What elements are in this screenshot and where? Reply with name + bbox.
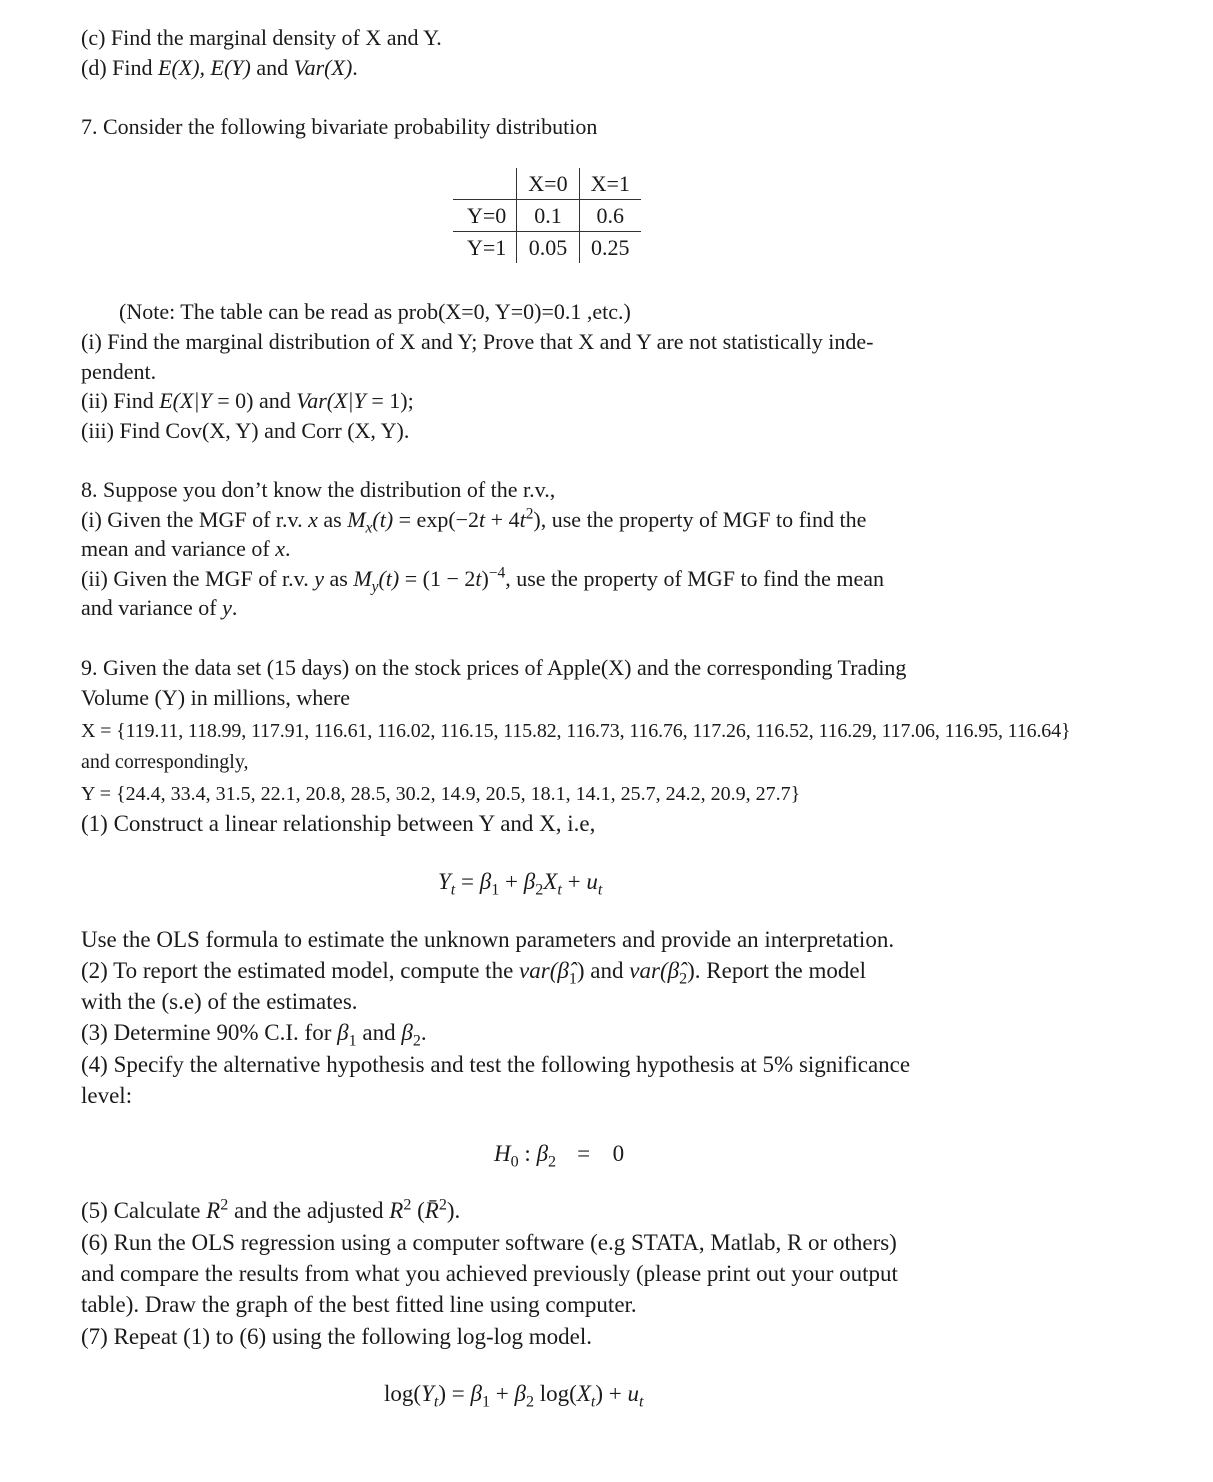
- table-cell: 0.25: [579, 232, 641, 264]
- y-data-set: Y = {24.4, 33.4, 31.5, 22.1, 20.8, 28.5, 30.2, 14.9, 20.5, 18.1, 14.1, 25.7, 24.2, 20.9, 27.7}: [81, 783, 801, 805]
- q8ii-line: (ii) Given the MGF of r.v. y as $M_y(t) = (1 - 2t)^{-4}$, use the property of MGF to find the mean: [81, 564, 885, 596]
- q9-part2: (2) To report the estimated model, compute the $var(\betâ_1)$ and $var(\betâ_2)$. Report the model: [81, 958, 866, 988]
- q9-part4: (4) Specify the alternative hypothesis and test the following hypothesis at 5% significance: [81, 1052, 911, 1077]
- table-row: [453, 200, 641, 232]
- bivariate-table: [453, 168, 641, 263]
- q7i-line-cont: pendent.: [81, 359, 157, 384]
- q7iii-line: (iii) Find Cov(X, Y) and Corr (X, Y).: [81, 418, 410, 443]
- q9-heading: 9. Given the data set (15 days) on the stock prices of Apple(X) and the corresponding Trading: [81, 655, 907, 680]
- linear-model-equation: $Y_t = \beta_1 + \beta_2X_t + u_t$: [438, 869, 603, 899]
- col-header: X=0: [517, 168, 579, 200]
- col-header: X=1: [579, 168, 641, 200]
- table-note: (Note: The table can be read as prob(X=0, Y=0)=0.1 ,etc.): [119, 299, 631, 324]
- q9-part4-cont: level:: [81, 1083, 133, 1108]
- q9-part6-cont1: and compare the results from what you achieved previously (please print out your output: [81, 1261, 898, 1286]
- ols-instruction: Use the OLS formula to estimate the unknown parameters and provide an interpretation.: [81, 927, 895, 952]
- row-header: Y=1: [453, 232, 517, 264]
- hypothesis-equation: $H_0$ : $\beta_2 = 0$: [494, 1141, 625, 1171]
- q9-part6-cont2: table). Draw the graph of the best fitted line using computer.: [81, 1292, 637, 1317]
- q8-heading: 8. Suppose you don’t know the distribution of the r.v.,: [81, 477, 556, 502]
- q6d-line: (d) Find E(X), E(Y) and Var(X).: [81, 55, 358, 80]
- table-row: [453, 232, 641, 264]
- q9-part7: (7) Repeat (1) to (6) using the following log-log model.: [81, 1324, 593, 1349]
- table-cell: 0.1: [517, 200, 579, 232]
- q6c-line: (c) Find the marginal density of X and Y.: [81, 25, 442, 50]
- q9-part3: (3) Determine 90% C.I. for $\beta_1$ and $\beta_2$.: [81, 1020, 427, 1050]
- q8i-line-cont: mean and variance of x.: [81, 536, 291, 561]
- row-header: Y=0: [453, 200, 517, 232]
- q9-heading-cont: Volume (Y) in millions, where: [81, 685, 351, 710]
- q9-part1: (1) Construct a linear relationship between Y and X, i.e,: [81, 811, 596, 836]
- q9-part6: (6) Run the OLS regression using a computer software (e.g STATA, Matlab, R or others): [81, 1230, 897, 1255]
- loglog-model-equation: $\log(Y_t) = \beta_1 + \beta_2$ $\log(X_t) + u_t$: [384, 1381, 644, 1411]
- table-corner: [453, 168, 517, 200]
- q8i-line: (i) Given the MGF of r.v. x as $M_x(t) = \exp(-2t + 4t^2)$, use the property of MGF to find the: [81, 505, 867, 537]
- q8ii-line-cont: and variance of y.: [81, 595, 238, 620]
- and-correspondingly: and correspondingly,: [81, 751, 249, 773]
- q7-heading: 7. Consider the following bivariate probability distribution: [81, 114, 598, 139]
- q9-part5: (5) Calculate $R^2$ and the adjusted $R^2$ (R̄$^2$).: [81, 1196, 461, 1223]
- table-cell: 0.05: [517, 232, 579, 264]
- table-cell: 0.6: [579, 200, 641, 232]
- x-data-set: X = {119.11, 118.99, 117.91, 116.61, 116.02, 116.15, 115.82, 116.73, 116.76, 117.26, 116.52, 116.29, 117.06, 116.95, 116.64}: [81, 720, 1071, 742]
- q7i-line: (i) Find the marginal distribution of X and Y; Prove that X and Y are not statistically inde-: [81, 329, 874, 354]
- q9-part2-cont: with the (s.e) of the estimates.: [81, 989, 358, 1014]
- q7ii-line: (ii) Find E(X|Y = 0) and Var(X|Y = 1);: [81, 388, 414, 413]
